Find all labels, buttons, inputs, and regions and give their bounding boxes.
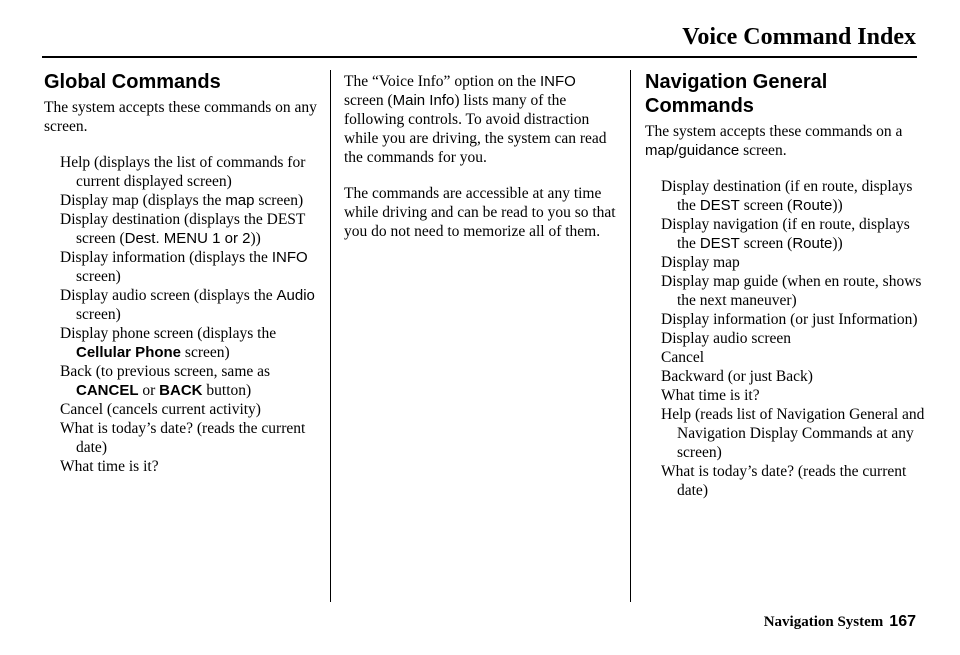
- list-item-text: screen): [76, 306, 121, 323]
- list-item: [661, 329, 925, 348]
- list-item-text: or: [138, 382, 160, 399]
- list-item-text: screen (: [739, 235, 793, 252]
- paragraph-text: ) lists many of the following controls. To avoid distraction while you are driving, the system can read the commands for you.: [344, 92, 607, 166]
- list-item-text: )): [832, 235, 843, 252]
- list-item-text: Display map (displays the: [60, 192, 226, 209]
- navigation-general-section: [645, 70, 925, 500]
- screen-name: Route: [792, 197, 833, 214]
- voice-info-section: [344, 72, 616, 258]
- screen-name: INFO: [271, 249, 308, 266]
- list-item-text: screen): [76, 268, 121, 285]
- list-item: [60, 248, 319, 286]
- paragraph-text: The “Voice Info” option on the: [344, 73, 540, 90]
- list-item: [661, 253, 925, 272]
- navigation-general-intro: [645, 122, 925, 160]
- page-number: 167: [889, 613, 916, 630]
- list-item: [661, 177, 925, 215]
- list-item-text: Display audio screen (displays the: [60, 287, 277, 304]
- list-item: [661, 272, 925, 310]
- screen-name: DEST: [699, 235, 740, 252]
- list-item-text: Display information (or just Information): [661, 311, 918, 328]
- navigation-commands-list: [645, 177, 925, 500]
- list-item: [60, 400, 319, 419]
- header-rule: [42, 56, 917, 58]
- list-item: [661, 348, 925, 367]
- voice-info-paragraph-2: The commands are accessible at any time while driving and can be read to you so that you do not need to memorize all of them.: [344, 185, 616, 240]
- list-item-text: screen (: [739, 197, 793, 214]
- list-item: [60, 457, 319, 476]
- screen-name: Main Info: [392, 92, 455, 109]
- screen-name: map/guidance: [645, 142, 740, 159]
- list-item: [661, 462, 925, 500]
- list-item-text: What is today’s date? (reads the current date): [60, 420, 306, 456]
- list-item: [60, 362, 319, 400]
- button-name: BACK: [159, 382, 203, 399]
- list-item: [60, 419, 319, 457]
- list-item-text: screen): [254, 192, 304, 209]
- list-item-text: button): [202, 382, 252, 399]
- list-item-text: Back (to previous screen, same as: [60, 363, 271, 380]
- list-item-text: What time is it?: [60, 458, 159, 475]
- list-item: [661, 405, 925, 462]
- voice-info-paragraph-1: [344, 72, 616, 167]
- list-item-text: Display destination (displays the DEST screen (: [60, 211, 306, 247]
- list-item: [60, 324, 319, 362]
- list-item-text: Cancel: [661, 349, 705, 366]
- list-item: [661, 310, 925, 329]
- screen-name: Dest. MENU 1 or 2: [124, 230, 251, 247]
- global-commands-section: [44, 70, 319, 476]
- list-item-text: Help (displays the list of commands for current displayed screen): [60, 154, 306, 190]
- column-divider-1: [330, 70, 331, 602]
- list-item-text: )): [250, 230, 261, 247]
- global-commands-intro: The system accepts these commands on any screen.: [44, 99, 317, 135]
- list-item-text: Help (reads list of Navigation General and Navigation Display Commands at any screen): [661, 406, 925, 461]
- footer-label: Navigation System: [763, 614, 884, 630]
- list-item-text: What is today’s date? (reads the current date): [661, 463, 907, 499]
- list-item-text: Display destination (if en route, displays the: [661, 178, 913, 214]
- list-item-text: Backward (or just Back): [661, 368, 813, 385]
- global-commands-list: [44, 153, 319, 476]
- navigation-general-heading: Navigation General Commands: [645, 71, 828, 117]
- list-item-text: screen): [181, 344, 230, 361]
- paragraph-text: screen.: [739, 142, 787, 159]
- list-item-text: Display phone screen (displays the: [60, 325, 277, 342]
- page-title: Voice Command Index: [682, 24, 916, 50]
- screen-name: DEST: [699, 197, 740, 214]
- list-item: [661, 215, 925, 253]
- list-item-text: Display map: [661, 254, 740, 271]
- list-item: [60, 286, 319, 324]
- paragraph-text: The system accepts these commands on a: [645, 123, 903, 140]
- list-item-text: Cancel (cancels current activity): [60, 401, 261, 418]
- list-item: [60, 210, 319, 248]
- list-item-text: Display navigation (if en route, displays the: [661, 216, 910, 252]
- page-footer: [764, 613, 916, 631]
- screen-name: Route: [792, 235, 833, 252]
- screen-name: Cellular Phone: [76, 344, 182, 361]
- list-item: [60, 191, 319, 210]
- list-item-text: )): [832, 197, 843, 214]
- list-item: [661, 367, 925, 386]
- list-item-text: Display information (displays the: [60, 249, 272, 266]
- list-item-text: What time is it?: [661, 387, 760, 404]
- screen-name: INFO: [540, 73, 576, 90]
- global-commands-heading: Global Commands: [44, 71, 221, 93]
- list-item: [60, 153, 319, 191]
- button-name: CANCEL: [76, 382, 139, 399]
- list-item: [661, 386, 925, 405]
- paragraph-text: screen (: [344, 92, 393, 109]
- screen-name: Audio: [276, 287, 315, 304]
- column-divider-2: [630, 70, 631, 602]
- list-item-text: Display map guide (when en route, shows the next maneuver): [661, 273, 922, 309]
- list-item-text: Display audio screen: [661, 330, 791, 347]
- screen-name: map: [225, 192, 255, 209]
